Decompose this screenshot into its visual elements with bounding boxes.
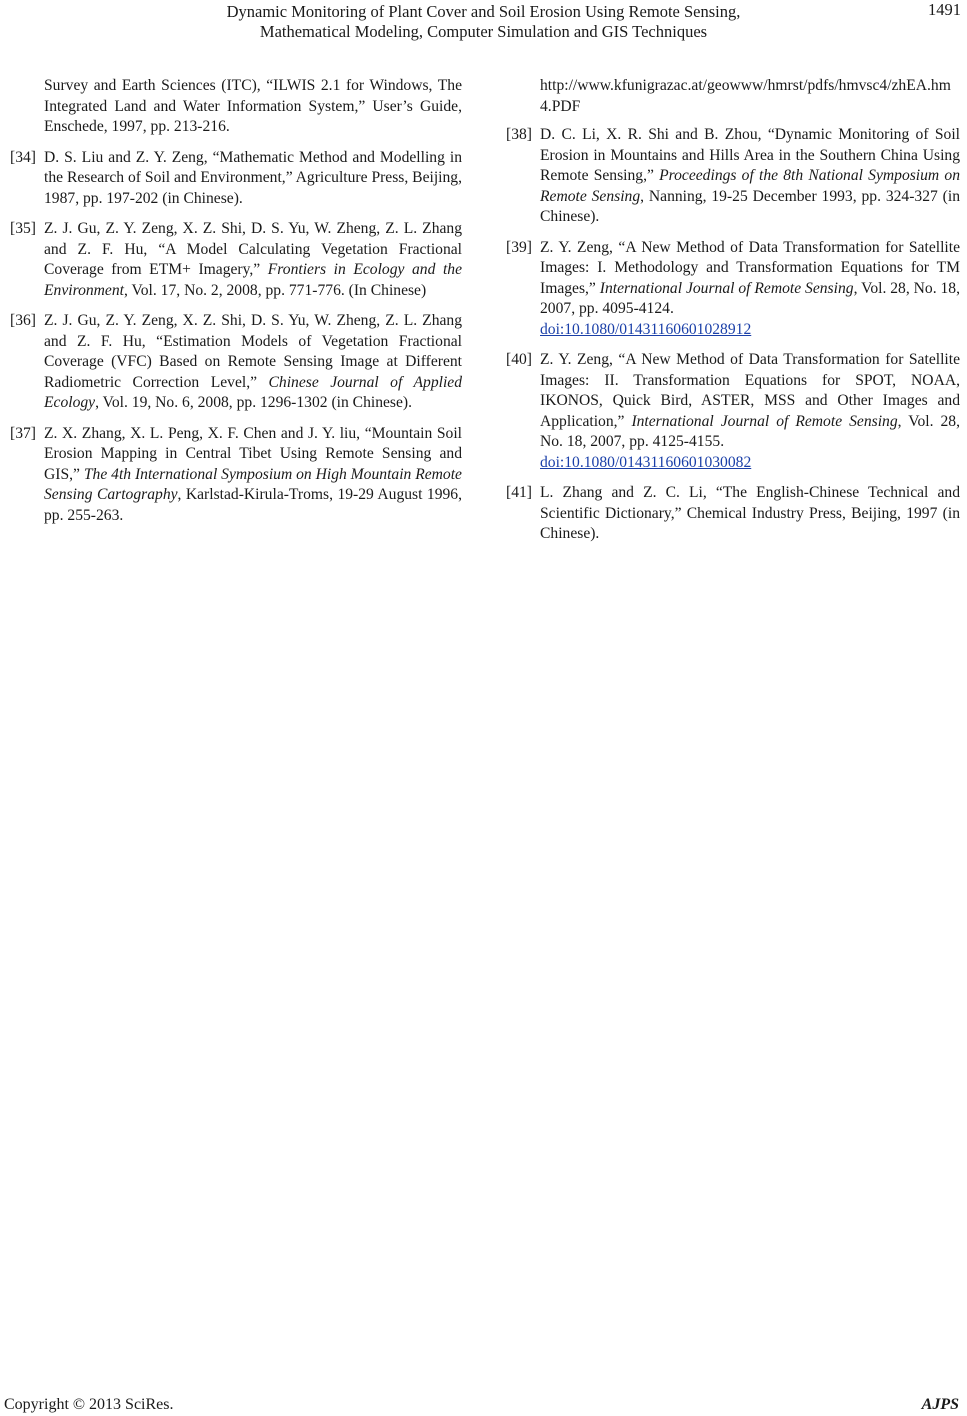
reference-text: Z. X. Zhang, X. L. Peng, X. F. Chen and J. Y. liu, “Mountain Soil Erosion Mapping in Central Tibet Using Remote Sensing and GIS,” The 4th International Symposium on High Mountain Remote Sensing Cartography, Karlstad-Kirula-Troms, 19-29 August 1996, pp. 255-263. (44, 424, 462, 524)
reference-text: L. Zhang and Z. C. Li, “The English-Chinese Technical and Scientific Dictionary,” Chemical Industry Press, Beijing, 1997 (in Chinese). (540, 484, 960, 542)
page-number: 1491 (928, 0, 961, 19)
reference-text: D. C. Li, X. R. Shi and B. Zhou, “Dynamic Monitoring of Soil Erosion in Mountains and Hills Area in the Southern China Using Remote Sensing,” Proceedings of the 8th National Symposium on Remote Sensing, Nanning, 19-25 December 1993, pp. 324-327 (in Chinese). (540, 126, 961, 225)
reference-text: Z. J. Gu, Z. Y. Zeng, X. Z. Shi, D. S. Yu, W. Zheng, Z. L. Zhang and Z. F. Hu, “Estimation Models of Vegetation Fractional Coverage (VFC) Based on Remote Sensing Image at Different Radiometric Correction Level,” Chinese Journal of Applied Ecology, Vol. 19, No. 6, 2008, pp. 1296-1302 (in Chinese). (44, 312, 463, 411)
reference-number: [38] (506, 126, 532, 143)
journal-title: International Journal of Remote Sensing (599, 279, 854, 297)
running-header-line-1: Dynamic Monitoring of Plant Cover and Soil Erosion Using Remote Sensing, (226, 2, 741, 21)
reference-text: Z. Y. Zeng, “A New Method of Data Transformation for Satellite Images: I. Methodology and Transformation Equations for TM Images,” International Journal of Remote Sensing, Vol. 28, No. 18, 2007, pp. 4095-4124. doi:10.1080/01431160601028912 (540, 238, 960, 341)
reference-number: [39] (506, 238, 532, 256)
doi-link[interactable]: doi:10.1080/01431160601028912 (540, 320, 752, 338)
running-header-line-2: Mathematical Modeling, Computer Simulation and GIS Techniques (259, 22, 708, 41)
journal-title: International Journal of Remote Sensing (631, 412, 898, 430)
reference-text: D. S. Liu and Z. Y. Zeng, “Mathematic Method and Modelling in the Research of Soil and Environment,” Agriculture Press, Beijing, 1987, pp. 197-202 (in Chinese). (44, 148, 462, 207)
left-column (10, 76, 462, 536)
reference-number: [36] (10, 312, 36, 329)
copyright-notice: Copyright © 2013 SciRes. (4, 1396, 174, 1413)
reference-url-continuation[interactable]: http://www.kfunigrazac.at/geowww/hmrst/pdfs/hmvsc4/zhEA.hm4.PDF (540, 77, 951, 115)
running-header (0, 2, 967, 42)
journal-abbreviation: AJPS (921, 1396, 959, 1413)
reference-35 (10, 219, 462, 301)
proceedings-title: Proceedings of the 8th National Symposium on Remote Sensing (540, 167, 960, 205)
reference-continuation: Survey and Earth Sciences (ITC), “ILWIS 2.1 for Windows, The Integrated Land and Water Information System,” User’s Guide, Enschede, 1997, pp. 213-216. (44, 77, 462, 135)
reference-number: [40] (506, 351, 532, 368)
reference-39 (506, 238, 960, 341)
reference-41 (506, 483, 960, 545)
reference-number: [41] (506, 484, 532, 501)
doi-link[interactable]: doi:10.1080/01431160601030082 (540, 453, 752, 471)
reference-number: [34] (10, 148, 36, 166)
reference-text: Z. J. Gu, Z. Y. Zeng, X. Z. Shi, D. S. Yu, W. Zheng, Z. L. Zhang and Z. F. Hu, “A Model Calculating Vegetation Fractional Coverage from ETM+ Imagery,” Frontiers in Ecology and the Environment, Vol. 17, No. 2, 2008, pp. 771-776. (In Chinese) (44, 220, 462, 299)
right-column (506, 76, 960, 555)
reference-text: Z. Y. Zeng, “A New Method of Data Transformation for Satellite Images: II. Transformation Equations for SPOT, NOAA, IKONOS, Quick Bird, ASTER, MSS and Other Images and Application,” International Journal of Remote Sensing, Vol. 28, No. 18, 2007, pp. 4125-4155. doi:10.1080/01431160601030082 (540, 350, 960, 473)
proceedings-title: The 4th International Symposium on High Mountain Remote Sensing Cartography (44, 465, 462, 503)
reference-number: [35] (10, 220, 36, 237)
reference-38 (506, 125, 960, 228)
reference-number: [37] (10, 424, 36, 442)
reference-40 (506, 350, 960, 473)
journal-title: Chinese Journal of Applied Ecology (44, 373, 463, 411)
reference-37 (10, 424, 462, 527)
reference-36 (10, 311, 462, 414)
reference-34 (10, 148, 462, 210)
journal-title: Frontiers in Ecology and the Environment (44, 261, 462, 299)
